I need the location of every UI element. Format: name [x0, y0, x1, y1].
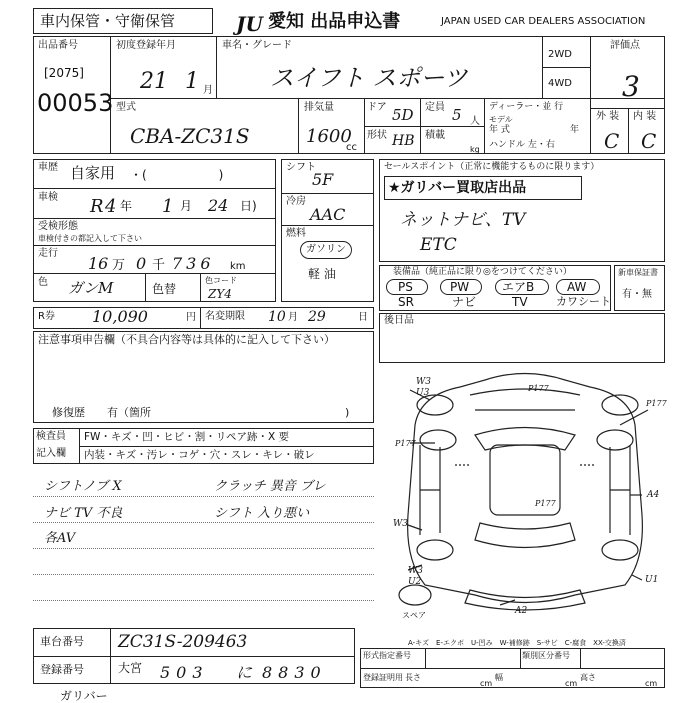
exterior-value: C: [604, 129, 620, 153]
ac-value: AAC: [310, 205, 346, 224]
sales-label: セールスポイント（正常に機能するものに限ります）: [384, 162, 600, 172]
storage-stamp: 車内保管・守衛保管: [40, 12, 176, 30]
equipment-label: 装備品（純正品に限り◎をつけてください）: [393, 267, 572, 277]
cert-type-label: 形式指定番号: [363, 651, 411, 660]
first-reg-label: 初度登録年月: [116, 40, 176, 51]
cert-width-unit: cm: [565, 679, 578, 688]
tax-sub: 車検付きの都記入して下さい: [38, 234, 142, 243]
equip-navi: ナビ: [452, 295, 477, 309]
notes-label: 注意事項申告欄（不具合内容等は具体的に記入して下さい）: [38, 333, 335, 346]
mileage-unit: km: [230, 261, 246, 272]
plate-hira: に: [236, 663, 253, 682]
mark-front-right: P177: [646, 399, 667, 408]
model-label: 型式: [116, 102, 136, 113]
plate-label: 登録番号: [40, 663, 84, 676]
mileage-sen-unit: 千: [152, 258, 166, 273]
name-change-month: 10: [268, 309, 286, 325]
color-code-value: ZY4: [208, 287, 232, 301]
color-change-label: 色替: [152, 282, 177, 296]
plate-num: 503: [160, 663, 209, 682]
inspection-hi: 日): [240, 199, 257, 213]
first-reg-month-unit: 月: [203, 85, 213, 96]
rear-label: 後日品: [384, 315, 414, 326]
capacity-value: 5: [452, 106, 462, 124]
car-damage-diagram: [380, 365, 670, 625]
plate-serial: 8830: [262, 663, 327, 682]
mileage-man: 16: [88, 254, 109, 273]
first-reg-year: 21: [140, 69, 168, 94]
handle-label: ハンドル 左・右: [489, 140, 555, 150]
checker-row-2: 内装・キズ・汚レ・コゲ・穴・スレ・キレ・破レ: [84, 449, 315, 461]
equip-sr: SR: [398, 295, 414, 309]
shift-label: シフト: [286, 162, 316, 173]
shape-value: HB: [392, 133, 415, 149]
cert-length-label: 長さ: [405, 673, 421, 682]
rken-label: R券: [38, 311, 55, 322]
inspection-year: 4: [105, 196, 117, 217]
mark-right-door: A4: [647, 490, 660, 500]
fuel-diesel: 軽 油: [308, 267, 336, 281]
form-title: 愛知 出品申込書: [268, 11, 401, 32]
warranty-value: 有・無: [622, 289, 652, 300]
comment-1: シフトノブ X: [44, 479, 122, 494]
mark-rear-left-2: U2: [408, 577, 422, 587]
plate-area: 大宮: [118, 661, 143, 675]
equip-seat: カワシート: [556, 295, 611, 308]
interior-value: C: [641, 129, 657, 153]
comment-5: 各AV: [44, 531, 76, 546]
displacement-value: 1600: [306, 126, 352, 147]
sales-line1: ネットナビ、TV: [400, 210, 526, 230]
equip-airbag: エアB: [502, 280, 535, 294]
mileage-sen: 0: [136, 254, 147, 273]
equip-aw: AW: [567, 280, 587, 294]
tax-label: 受検形態: [38, 221, 78, 232]
sales-line2: ETC: [420, 235, 457, 255]
interior-label: 内 装: [633, 111, 657, 122]
lot-number: 00053: [37, 89, 114, 117]
color-value: ガンM: [68, 279, 114, 297]
mileage-rest: 736: [172, 254, 215, 273]
cert-height-unit: cm: [645, 679, 658, 688]
fuel-label: 燃料: [286, 228, 306, 239]
mark-rear-left-1: W3: [408, 566, 423, 576]
ju-logo: [236, 12, 263, 36]
cert-height-label: 高さ: [580, 673, 596, 682]
repair-end: ): [345, 406, 350, 419]
first-reg-month: 1: [185, 69, 199, 94]
load-label: 積載: [425, 130, 445, 141]
inspection-nen: 年: [120, 199, 133, 213]
checker-label-1: 検査員: [36, 431, 66, 442]
name-change-d: 日: [358, 312, 368, 323]
exterior-label: 外 装: [596, 111, 620, 122]
car-name-value: スイフト スポーツ: [270, 64, 468, 92]
checker-label-2: 記入欄: [36, 448, 66, 459]
equip-pw: PW: [450, 280, 470, 294]
year-unit: 年: [570, 125, 580, 135]
capacity-unit: 人: [470, 116, 480, 127]
color-code-label: 色コード: [205, 276, 237, 285]
mark-roof: P177: [535, 499, 556, 508]
ac-label: 冷房: [286, 196, 306, 207]
door-value: 5D: [392, 106, 414, 124]
capacity-label: 定員: [425, 102, 445, 113]
cert-width-label: 幅: [495, 673, 503, 682]
name-change-day: 29: [308, 309, 326, 325]
dealer-label: ディーラー・並 行: [489, 102, 564, 112]
year-label: 年 式: [489, 125, 510, 135]
sales-badge: ★ガリバー買取店出品: [388, 180, 527, 196]
color-label: 色: [38, 277, 48, 288]
chassis-value: ZC31S-209463: [118, 632, 248, 652]
mark-hood: P177: [528, 384, 549, 393]
warranty-label: 新車保証書: [618, 268, 658, 277]
equip-ps: PS: [398, 280, 413, 294]
rken-value: 10,090: [92, 307, 148, 326]
comment-4: シフト 入り悪い: [214, 506, 310, 521]
inspection-tsuki: 月: [180, 199, 193, 213]
mark-rear-right: U1: [645, 575, 659, 585]
drive-2wd: 2WD: [548, 49, 572, 60]
mark-front-left-2: U3: [416, 388, 430, 398]
model-year-label: モデル: [489, 115, 513, 124]
equip-tv: TV: [512, 295, 528, 309]
cert-reg-label: 登録証明用: [363, 673, 403, 682]
cert-length-unit: cm: [480, 679, 493, 688]
cert-class-label: 類別区分番号: [522, 651, 570, 660]
displacement-label: 排気量: [304, 102, 334, 113]
lot-label: 出品番号: [38, 40, 78, 51]
inspection-era: R: [90, 196, 104, 217]
logo-mark: JU: [236, 12, 263, 36]
mark-rear-bumper: A2: [515, 606, 528, 616]
comment-2: クラッチ 異音 ブレ: [214, 479, 326, 494]
inspection-label: 車検: [38, 192, 58, 203]
mileage-man-unit: 万: [112, 258, 126, 273]
load-unit: kg: [470, 145, 480, 154]
name-change-m: 月: [288, 312, 298, 323]
history-value: 自家用: [70, 164, 116, 182]
fuel-gas: ガソリン: [306, 244, 346, 255]
inspection-month: 1: [162, 196, 174, 217]
model-value: CBA-ZC31S: [130, 124, 250, 148]
drive-4wd: 4WD: [548, 78, 572, 89]
mileage-label: 走行: [38, 248, 58, 259]
checker-row-1: FW・キズ・凹・ヒビ・割・リペア跡・X 要: [84, 431, 290, 443]
grade-value: 3: [622, 70, 640, 103]
name-change-label: 名変期限: [205, 311, 245, 322]
footer-maker: ガリバー: [60, 689, 108, 703]
form-subtitle: JAPAN USED CAR DEALERS ASSOCIATION: [441, 16, 646, 27]
rken-unit: 円: [186, 312, 196, 323]
history-label: 車歴: [38, 162, 58, 173]
shape-label: 形状: [367, 130, 387, 141]
shift-value: 5F: [312, 170, 334, 189]
damage-legend: A-キズ E-エクボ U-凹み W-補修跡 S-サビ C-腐食 XX-交換済: [408, 639, 626, 647]
mark-left-rear: W3: [393, 519, 408, 529]
mark-left-door: P177: [395, 439, 416, 448]
chassis-label: 車台番号: [40, 635, 84, 648]
history-other: ・( ): [130, 168, 224, 182]
spare-label: スペア: [402, 611, 426, 620]
grade-label: 評価点: [610, 40, 640, 51]
lot-sub: [2075]: [44, 66, 84, 80]
door-label: ドア: [367, 102, 387, 113]
rear-frame: [379, 313, 665, 363]
comment-3: ナビ TV 不良: [44, 506, 123, 521]
repair-label: 修復歴 有（箇所: [52, 406, 151, 419]
displacement-unit: cc: [346, 142, 357, 153]
inspection-day: 24: [208, 196, 229, 215]
car-name-label: 車名・グレード: [222, 40, 292, 51]
mark-front-left: W3: [416, 377, 431, 387]
